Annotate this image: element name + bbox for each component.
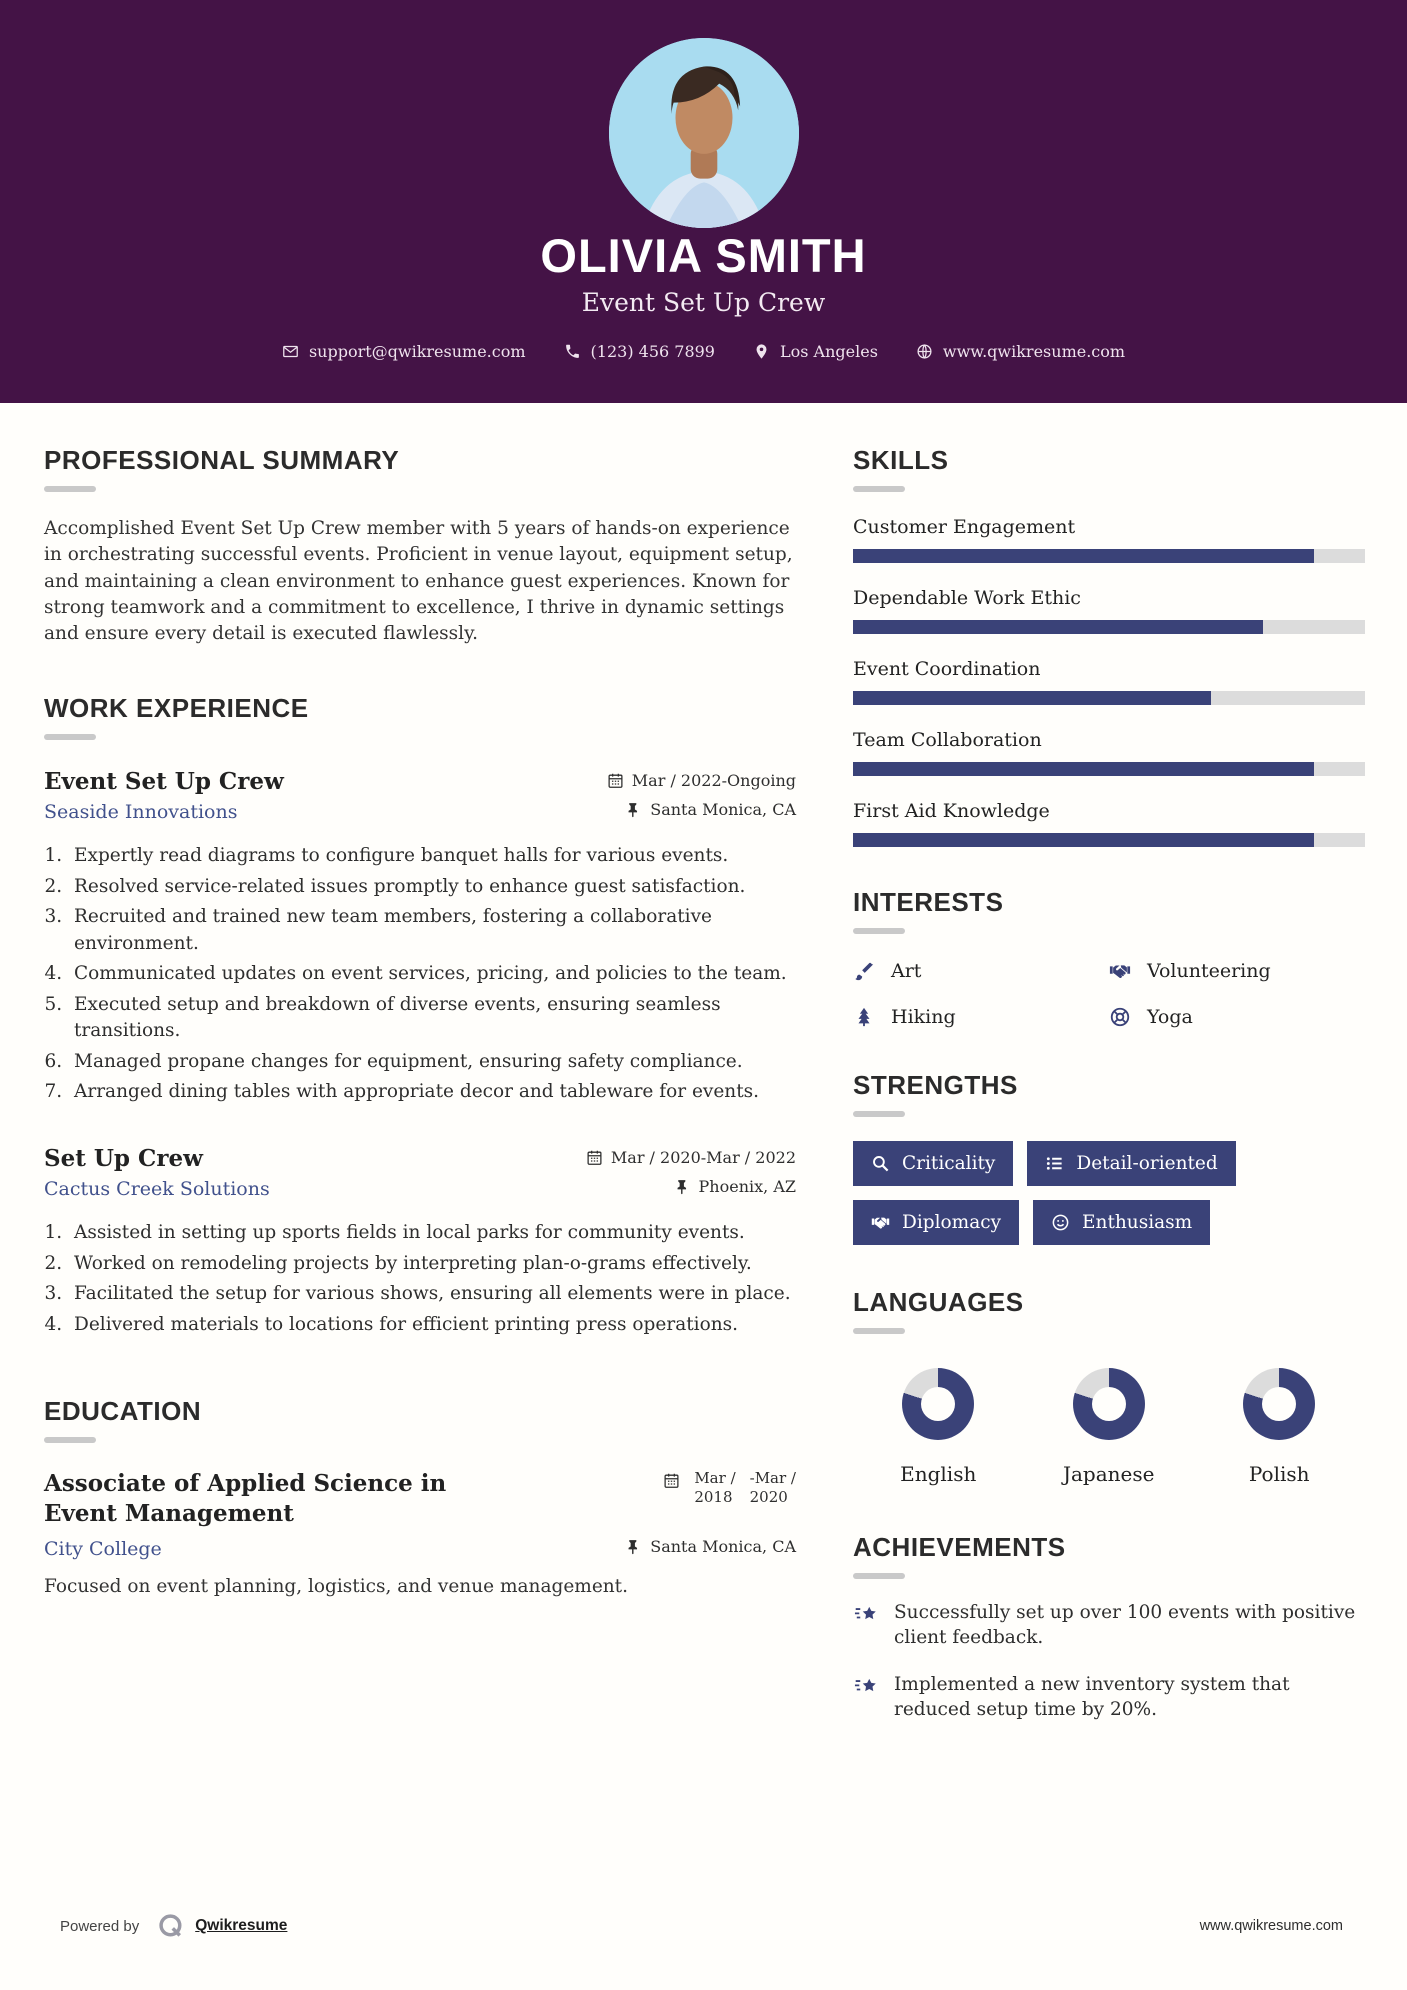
heading-rule [44, 1437, 96, 1443]
language-donut-chart [1073, 1368, 1145, 1440]
heading-rule [853, 1111, 905, 1117]
calendar-icon [607, 772, 624, 789]
job-bullet: 4. Delivered materials to locations for efficient printing press operations. [68, 1312, 796, 1338]
contact-row [0, 342, 1407, 361]
languages-section [853, 1287, 1365, 1486]
calendar-icon [586, 1149, 603, 1166]
job-bullet: 3. Facilitated the setup for various shows, ensuring all elements were in place. [68, 1281, 796, 1307]
job-bullet: 7. Arranged dining tables with appropriate decor and tableware for events. [68, 1079, 796, 1105]
person-title: Event Set Up Crew [581, 288, 826, 317]
skill-label: Team Collaboration [853, 729, 1042, 751]
achievement-text: Implemented a new inventory system that reduced setup time by 20%. [894, 1673, 1290, 1720]
job-dates-text: Mar / 2020-Mar / 2022 [610, 1148, 796, 1168]
interest-label: Volunteering [1147, 960, 1271, 982]
skill-label: Dependable Work Ethic [853, 587, 1081, 609]
achievement-item [853, 1601, 1365, 1651]
lifebuoy-icon [1109, 1006, 1131, 1028]
job-location-text: Phoenix, AZ [698, 1177, 796, 1197]
qwikresume-logo-icon [157, 1912, 185, 1940]
skill-bar-track [853, 691, 1365, 705]
qwikresume-brand-link[interactable]: Qwikresume [195, 1917, 288, 1934]
school-link[interactable]: City College [44, 1538, 162, 1560]
summary-heading: PROFESSIONAL SUMMARY [44, 445, 400, 475]
strength-chip [853, 1200, 1019, 1245]
interest-item [853, 1006, 1109, 1028]
contact-location-text: Los Angeles [779, 342, 878, 361]
shooting-star-icon [853, 1674, 879, 1700]
heading-rule [853, 1573, 905, 1579]
smiley-icon [1051, 1213, 1070, 1232]
header [0, 0, 1407, 403]
handshake-icon [871, 1213, 890, 1232]
skill-label: Customer Engagement [853, 516, 1076, 538]
degree-title: Associate of Applied Science in Event Management [44, 1470, 447, 1528]
languages-heading: LANGUAGES [853, 1287, 1024, 1317]
education-dates [663, 1469, 796, 1529]
skill-bar-track [853, 549, 1365, 563]
footer-website: www.qwikresume.com [1199, 1918, 1343, 1934]
interest-item [1109, 960, 1365, 982]
contact-email-text: support@qwikresume.com [308, 342, 526, 361]
work-heading: WORK EXPERIENCE [44, 693, 309, 724]
phone-icon [564, 343, 581, 360]
language-label: Polish [1248, 1462, 1310, 1486]
language-item [853, 1368, 1023, 1486]
language-item [1194, 1368, 1364, 1486]
skill-bar-fill [853, 620, 1263, 634]
job-dates-text: Mar / 2022-Ongoing [631, 771, 796, 791]
skill-item [853, 658, 1365, 705]
heading-rule [853, 1328, 905, 1334]
shooting-star-icon [853, 1602, 879, 1628]
strengths-heading: STRENGTHS [853, 1070, 1018, 1100]
job-title: Event Set Up Crew [44, 768, 284, 796]
language-label: Japanese [1062, 1462, 1155, 1486]
contact-phone[interactable] [564, 342, 715, 361]
globe-icon [916, 343, 933, 360]
skill-bar-fill [853, 549, 1314, 563]
calendar-icon [663, 1472, 680, 1489]
heading-rule [853, 486, 905, 492]
contact-location [753, 342, 878, 361]
interests-heading: INTERESTS [853, 887, 1004, 917]
skill-bar-track [853, 833, 1365, 847]
job-bullet: 6. Managed propane changes for equipment, ensuring safety compliance. [68, 1049, 796, 1075]
skills-section [853, 445, 1365, 847]
job-title: Set Up Crew [44, 1145, 203, 1173]
magnifier-icon [871, 1154, 890, 1173]
interest-label: Yoga [1147, 1006, 1193, 1028]
strength-chip [1027, 1141, 1235, 1186]
job-bullet: 4. Communicated updates on event services, pricing, and policies to the team. [68, 961, 796, 987]
left-column [44, 445, 796, 1597]
skill-item [853, 587, 1365, 634]
strength-label: Enthusiasm [1082, 1212, 1193, 1233]
interest-label: Art [891, 960, 922, 982]
skill-item [853, 729, 1365, 776]
right-column [853, 445, 1365, 1723]
strength-label: Diplomacy [902, 1212, 1002, 1233]
skill-bar-fill [853, 691, 1211, 705]
job-location [625, 800, 796, 819]
avatar [609, 38, 799, 228]
education-date-end: -Mar / 2020 [749, 1469, 796, 1506]
skill-bar-track [853, 762, 1365, 776]
strength-chip [853, 1141, 1013, 1186]
strength-label: Detail-oriented [1076, 1153, 1218, 1174]
email-icon [282, 343, 299, 360]
interests-section [853, 887, 1365, 1028]
contact-website[interactable] [916, 342, 1125, 361]
education-section [44, 1396, 796, 1597]
interest-label: Hiking [891, 1006, 956, 1028]
achievements-section [853, 1532, 1365, 1723]
pushpin-icon [625, 801, 642, 818]
achievement-item [853, 1673, 1365, 1723]
heading-rule [44, 734, 96, 740]
job-location [674, 1177, 796, 1196]
interest-item [1109, 1006, 1365, 1028]
interest-item [853, 960, 1109, 982]
language-donut-chart [902, 1368, 974, 1440]
education-location [625, 1537, 796, 1556]
handshake-icon [1109, 960, 1131, 982]
strength-chip [1033, 1200, 1210, 1245]
job-bullet: 1. Expertly read diagrams to configure banquet halls for various events. [68, 843, 796, 869]
job-bullet: 2. Resolved service-related issues promptly to enhance guest satisfaction. [68, 874, 796, 900]
skill-item [853, 516, 1365, 563]
strengths-section [853, 1070, 1365, 1245]
education-date-start: Mar / 2018 [694, 1469, 736, 1506]
heading-rule [853, 928, 905, 934]
job-bullet: 2. Worked on remodeling projects by interpreting plan-o-grams effectively. [68, 1251, 796, 1277]
work-section [44, 693, 796, 1338]
job-location-text: Santa Monica, CA [650, 800, 796, 820]
job-dates [607, 771, 796, 790]
achievement-text: Successfully set up over 100 events with positive client feedback. [894, 1602, 1356, 1648]
job-bullet: 3. Recruited and trained new team members, fostering a collaborative environment. [68, 904, 796, 957]
contact-phone-text: (123) 456 7899 [590, 342, 715, 361]
powered-by-label: Powered by [60, 1917, 140, 1935]
job-bullet-list [68, 1220, 796, 1338]
language-donut-chart [1243, 1368, 1315, 1440]
contact-website-text: www.qwikresume.com [942, 342, 1126, 361]
summary-section [44, 445, 796, 647]
education-heading: EDUCATION [44, 1396, 202, 1427]
achievements-heading: ACHIEVEMENTS [853, 1532, 1066, 1562]
paintbrush-icon [853, 960, 875, 982]
location-icon [753, 343, 770, 360]
language-label: English [900, 1462, 977, 1486]
skill-item [853, 800, 1365, 847]
heading-rule [44, 486, 96, 492]
education-location-text: Santa Monica, CA [650, 1537, 796, 1556]
tree-icon [853, 1006, 875, 1028]
footer-branding [60, 1912, 287, 1940]
job-dates [586, 1148, 796, 1167]
job-entry [44, 768, 796, 1105]
profile-photo [609, 38, 799, 228]
job-company-link[interactable]: Seaside Innovations [44, 801, 238, 824]
pushpin-icon [625, 1538, 642, 1555]
education-description: Focused on event planning, logistics, and venue management. [44, 1576, 628, 1597]
strength-label: Criticality [902, 1153, 996, 1174]
skill-bar-fill [853, 833, 1314, 847]
skill-bar-track [853, 620, 1365, 634]
skill-bar-fill [853, 762, 1314, 776]
job-bullet: 5. Executed setup and breakdown of diverse events, ensuring seamless transitions. [68, 992, 796, 1045]
skill-label: Event Coordination [853, 658, 1041, 680]
job-entry [44, 1145, 796, 1338]
job-bullet-list [68, 843, 796, 1105]
job-company-link[interactable]: Cactus Creek Solutions [44, 1178, 270, 1201]
summary-text: Accomplished Event Set Up Crew member with 5 years of hands-on experience in orchestrating successful events. Proficient in venue layout, equipment setup, and maintaining a clean environment to enhance guest experiences. Known for strong teamwork and a commitment to excellence, I thrive in dynamic settings and ensure every detail is executed flawlessly. [44, 518, 793, 645]
language-item [1023, 1368, 1193, 1486]
contact-email[interactable] [282, 342, 526, 361]
job-bullet: 1. Assisted in setting up sports fields in local parks for community events. [68, 1220, 796, 1246]
skills-heading: SKILLS [853, 445, 949, 475]
pushpin-icon [674, 1178, 691, 1195]
list-icon [1045, 1154, 1064, 1173]
skill-label: First Aid Knowledge [853, 800, 1050, 822]
person-name: OLIVIA SMITH [540, 229, 867, 282]
